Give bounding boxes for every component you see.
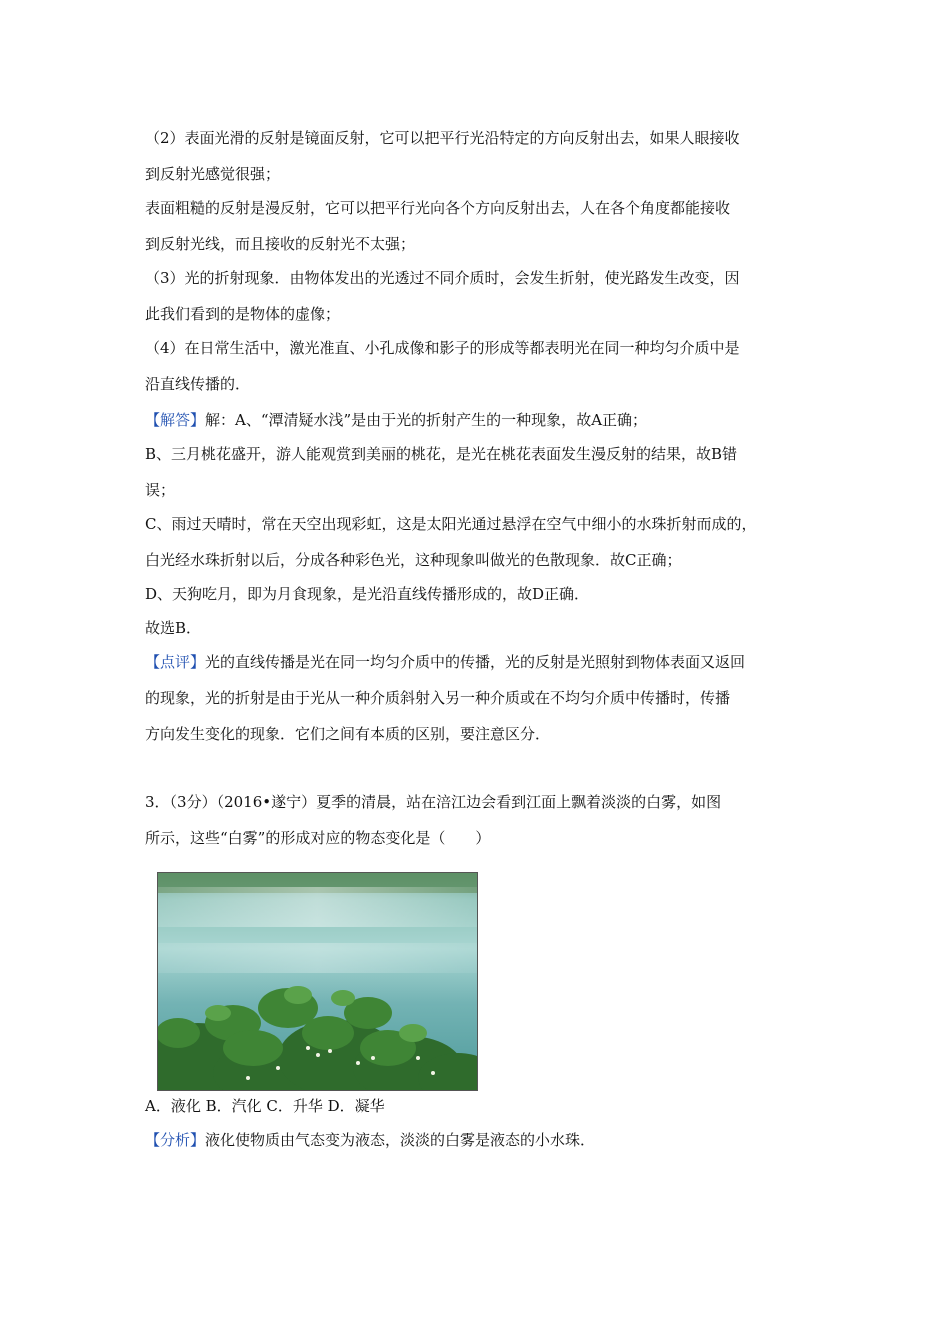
comment-line-2: 的现象，光的折射是由于光从一种介质斜射入另一种介质或在不均匀介质中传播时，传播 bbox=[145, 689, 731, 707]
text-line-6: 此我们看到的是物体的虚像； bbox=[145, 305, 341, 323]
answer-first-text: 解：A、“潭清疑水浅”是由于光的折射产生的一种现象，故A正确； bbox=[205, 411, 648, 429]
text-line-8: 沿直线传播的． bbox=[145, 375, 251, 393]
comment-first-text: 光的直线传播是光在同一均匀介质中的传播，光的反射是光照射到物体表面又返回 bbox=[205, 653, 746, 671]
text-line-1: （2）表面光滑的反射是镜面反射，它可以把平行光沿特定的方向反射出去，如果人眼接收 bbox=[145, 129, 740, 147]
river-fog-photo bbox=[157, 872, 478, 1091]
answer-line-b-cont: 误； bbox=[145, 481, 176, 499]
answer-line-d: D、天狗吃月，即为月食现象，是光沿直线传播形成的，故D正确． bbox=[145, 585, 590, 603]
answer-line-b: B、三月桃花盛开，游人能观赏到美丽的桃花，是光在桃花表面发生漫反射的结果，故B错 bbox=[145, 445, 738, 463]
analysis-text: 液化使物质由气态变为液态，淡淡的白雾是液态的小水珠． bbox=[205, 1131, 596, 1149]
answer-options: A．液化 B．汽化 C．升华 D．凝华 bbox=[145, 1097, 385, 1115]
comment-line-3: 方向发生变化的现象．它们之间有本质的区别，要注意区分． bbox=[145, 725, 551, 743]
text-line-2: 到反射光感觉很强； bbox=[145, 165, 281, 183]
answer-tag: 【解答】 bbox=[145, 411, 206, 429]
river-fog-illustration bbox=[158, 873, 477, 1090]
comment-tag: 【点评】 bbox=[145, 653, 206, 671]
question-line-1: 3．（3分）（2016•遂宁）夏季的清晨，站在涪江边会看到江面上飘着淡淡的白雾，如图 bbox=[145, 793, 722, 811]
text-line-5: （3）光的折射现象．由物体发出的光透过不同介质时，会发生折射，使光路发生改变，因 bbox=[145, 269, 740, 287]
text-line-7: （4）在日常生活中，激光准直、小孔成像和影子的形成等都表明光在同一种均匀介质中是 bbox=[145, 339, 740, 357]
answer-line-c-cont: 白光经水珠折射以后，分成各种彩色光，这种现象叫做光的色散现象．故C正确； bbox=[145, 551, 682, 569]
text-line-3: 表面粗糙的反射是漫反射，它可以把平行光向各个方向反射出去，人在各个角度都能接收 bbox=[145, 199, 731, 217]
answer-first-line bbox=[145, 410, 647, 430]
analysis-tag: 【分析】 bbox=[145, 1131, 206, 1149]
question-line-2: 所示，这些“白雾”的形成对应的物态变化是（ ） bbox=[145, 829, 491, 847]
comment-first-line bbox=[145, 652, 745, 672]
answer-line-c: C、雨过天晴时，常在天空出现彩虹，这是太阳光通过悬浮在空气中细小的水珠折射而成的， bbox=[145, 515, 757, 533]
answer-choice: 故选B． bbox=[145, 619, 202, 637]
text-line-4: 到反射光线，而且接收的反射光不太强； bbox=[145, 235, 416, 253]
analysis-line bbox=[145, 1130, 595, 1150]
